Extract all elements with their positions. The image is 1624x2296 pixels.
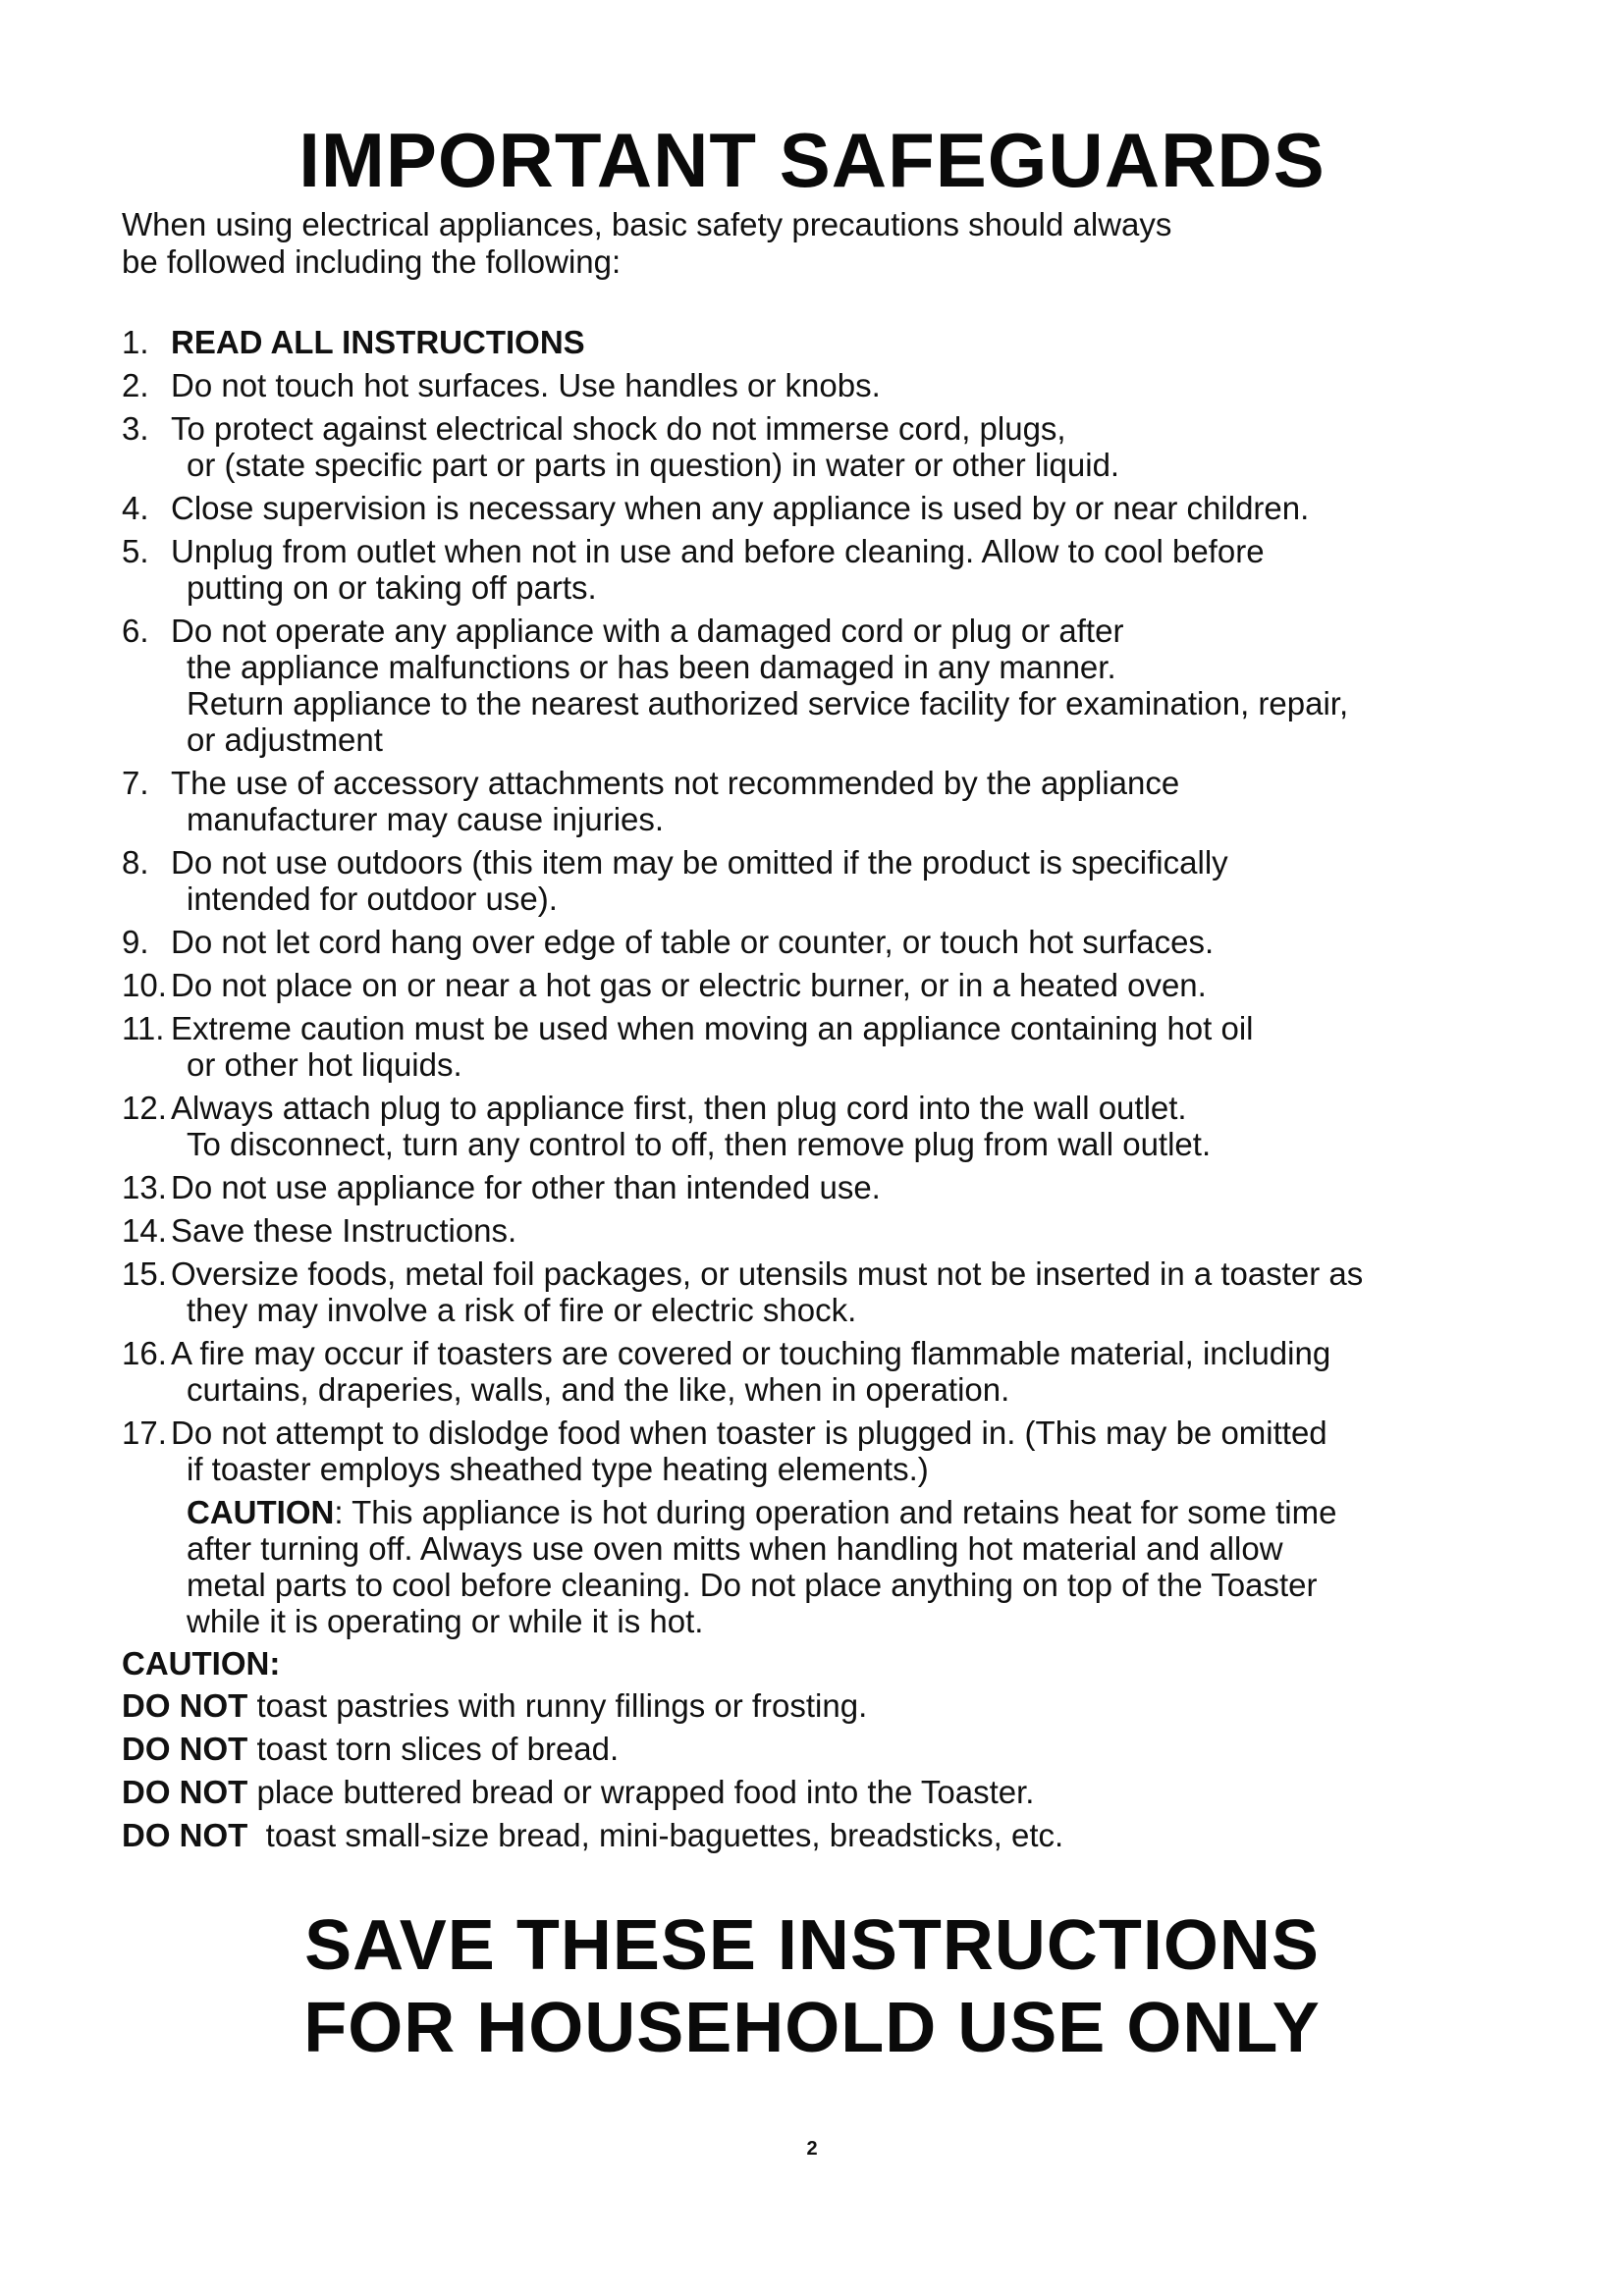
safeguard-item [122,410,1536,483]
safeguard-text: or (state specific part or parts in question) in water or other liquid. [187,447,1120,483]
safeguards-items [122,324,1536,1487]
do-not-text: toast small-size bread, mini-baguettes, breadsticks, etc. [247,1817,1064,1853]
safeguard-text: the appliance malfunctions or has been damaged in any manner. [187,649,1116,685]
do-not-label: DO NOT [122,1731,248,1767]
safeguard-number: 2. [122,367,149,403]
save-heading-line: SAVE THESE INSTRUCTIONS [304,1906,1320,1985]
safeguard-item [122,1255,1536,1328]
safeguard-number: 6. [122,613,149,649]
safeguard-item [122,533,1536,606]
safeguard-item [122,1010,1536,1083]
intro-line: When using electrical appliances, basic safety precautions should always [122,206,1172,242]
safeguard-item [122,1169,1536,1205]
safeguard-text: Do not place on or near a hot gas or electric burner, or in a heated oven. [171,967,1207,1003]
safeguard-number: 13. [122,1169,167,1205]
do-not-label: DO NOT [122,1817,248,1853]
safeguard-text: To protect against electrical shock do not immerse cord, plugs, [171,410,1066,447]
do-not-text: toast pastries with runny fillings or frosting. [247,1687,868,1724]
intro-line: be followed including the following: [122,243,622,280]
page-number: 2 [806,2138,818,2160]
safeguard-text: Extreme caution must be used when moving an appliance containing hot oil [171,1010,1254,1046]
safeguard-text: Unplug from outlet when not in use and before cleaning. Allow to cool before [171,533,1265,569]
safeguard-text: Do not let cord hang over edge of table or counter, or touch hot surfaces. [171,924,1215,960]
safeguard-text: putting on or taking off parts. [187,569,597,606]
inline-caution-line: while it is operating or while it is hot. [187,1603,704,1639]
safeguard-number: 1. [122,324,149,360]
safeguard-number: 12. [122,1090,167,1126]
safeguard-number: 3. [122,410,149,447]
safeguard-text: Do not touch hot surfaces. Use handles or knobs. [171,367,881,403]
safeguard-item [122,490,1536,526]
safeguard-text: Close supervision is necessary when any appliance is used by or near children. [171,490,1310,526]
do-not-text: place buttered bread or wrapped food into the Toaster. [247,1774,1035,1810]
safeguard-text: Always attach plug to appliance first, then plug cord into the wall outlet. [171,1090,1187,1126]
safeguard-item [122,967,1536,1003]
safeguard-number: 10. [122,967,167,1003]
caution-section [122,1645,1536,1853]
safeguard-text: manufacturer may cause injuries. [187,801,665,837]
safeguard-text: READ ALL INSTRUCTIONS [171,324,585,360]
safeguard-number: 4. [122,490,149,526]
safeguard-text: if toaster employs sheathed type heating elements.) [187,1451,929,1487]
intro-paragraph [122,206,1496,281]
inline-caution-text: : This appliance is hot during operation and retains heat for some time [334,1494,1337,1530]
safeguard-number: 7. [122,765,149,801]
safeguard-item [122,924,1536,960]
safeguard-text: intended for outdoor use). [187,881,558,917]
do-not-label: DO NOT [122,1774,248,1810]
safeguard-number: 15. [122,1255,167,1292]
safeguard-item [122,367,1536,403]
safeguard-number: 8. [122,844,149,881]
do-not-item [122,1687,1536,1724]
safeguard-text: Save these Instructions. [171,1212,517,1249]
safeguard-number: 16. [122,1335,167,1371]
safeguard-item [122,844,1536,917]
safeguard-text: Do not use outdoors (this item may be omitted if the product is specifically [171,844,1228,881]
safeguard-item [122,1212,1536,1249]
safeguard-item [122,1090,1536,1162]
do-not-item [122,1731,1536,1767]
safeguard-text: Do not operate any appliance with a damaged cord or plug or after [171,613,1124,649]
do-not-item [122,1774,1536,1810]
safeguard-number: 9. [122,924,149,960]
safeguard-text: Return appliance to the nearest authorized service facility for examination, repair, [187,685,1349,721]
safeguard-text: they may involve a risk of fire or electric shock. [187,1292,857,1328]
safeguard-text: The use of accessory attachments not recommended by the appliance [171,765,1180,801]
safeguard-item [122,613,1536,758]
inline-caution [122,1494,1536,1639]
inline-caution-line: metal parts to cool before cleaning. Do not place anything on top of the Toaster [187,1567,1318,1603]
do-not-label: DO NOT [122,1687,248,1724]
safeguard-number: 14. [122,1212,167,1249]
safeguard-text: or adjustment [187,721,383,758]
safeguards-list [122,324,1536,1860]
inline-caution-first-line [187,1494,1536,1530]
safeguard-text: To disconnect, turn any control to off, then remove plug from wall outlet. [187,1126,1212,1162]
caution-heading: CAUTION: [122,1645,281,1682]
safeguard-text: A fire may occur if toasters are covered or touching flammable material, including [171,1335,1331,1371]
safeguard-text: Do not attempt to dislodge food when toaster is plugged in. (This may be omitted [171,1415,1327,1451]
inline-caution-line: after turning off. Always use oven mitts when handling hot material and allow [187,1530,1283,1567]
safeguard-text: Do not use appliance for other than intended use. [171,1169,881,1205]
save-instructions-heading [0,1904,1624,2069]
safeguard-item [122,1415,1536,1487]
safeguard-number: 11. [122,1010,165,1046]
safeguard-item [122,324,1536,360]
safeguard-item [122,1335,1536,1408]
do-not-text: toast torn slices of bread. [247,1731,620,1767]
do-not-item [122,1817,1536,1853]
safeguard-text: or other hot liquids. [187,1046,462,1083]
safeguard-number: 17. [122,1415,167,1451]
save-heading-line: FOR HOUSEHOLD USE ONLY [303,1989,1321,2067]
safeguard-text: curtains, draperies, walls, and the like, when in operation. [187,1371,1010,1408]
safeguard-number: 5. [122,533,149,569]
safeguard-item [122,765,1536,837]
inline-caution-label: CAUTION [187,1494,335,1530]
safeguard-text: Oversize foods, metal foil packages, or utensils must not be inserted in a toaster as [171,1255,1364,1292]
page-title: IMPORTANT SAFEGUARDS [298,117,1326,203]
